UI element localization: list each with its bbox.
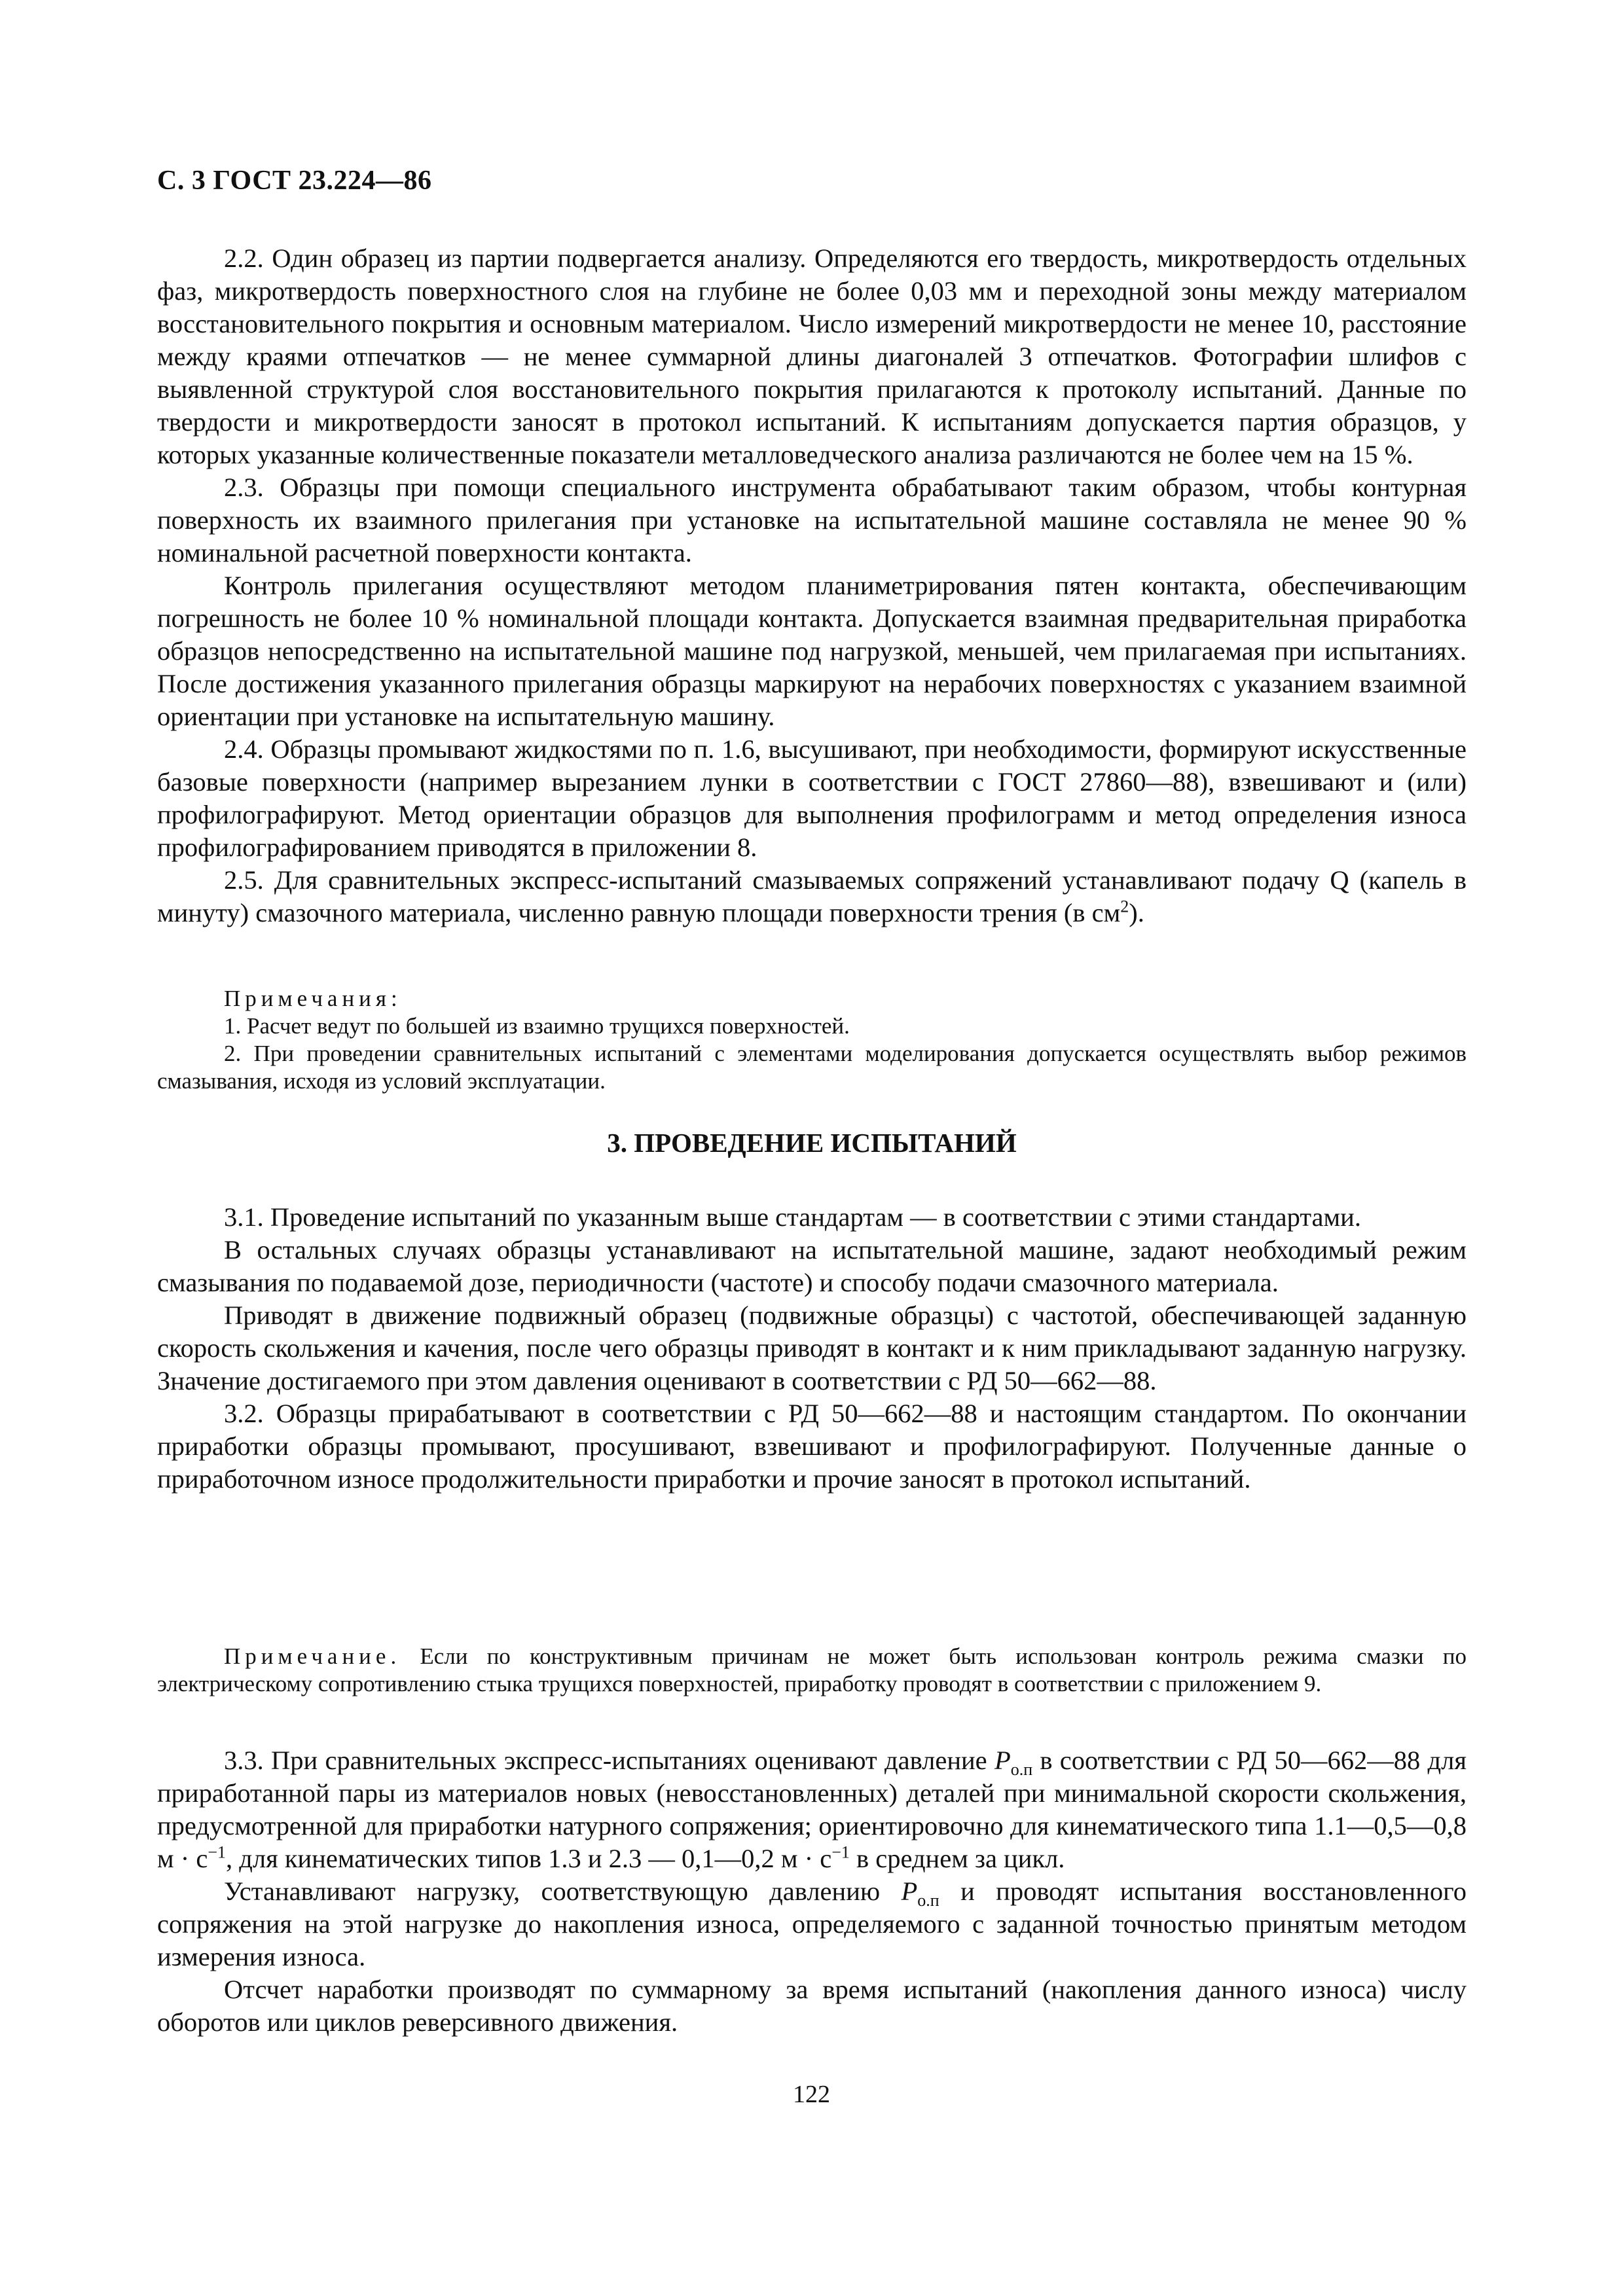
- pressure-symbol-2: P: [901, 1876, 918, 1906]
- text-3-3b-a: Устанавливают нагрузку, соответствующую давлению: [224, 1876, 902, 1906]
- paragraph-3-1-motion: Приводят в движение подвижный образец (подвижные образцы) с частотой, обеспечивающей заданную скорость скольжения и качения, после чего образцы приводят в контакт и к ним прикладывают заданную нагрузку. Значение достигаемого при этом давления оценивают в соответствии с РД 50—662—88.: [157, 1300, 1467, 1395]
- paragraph-2-5: [157, 864, 1467, 929]
- paragraph-2-3-control: Контроль прилегания осуществляют методом планиметрирования пятен контакта, обеспечивающим погрешность не более 10 % номинальной площади контакта. Допускается взаимная предварительная приработка образцов непосредственно на испытательной машине под нагрузкой, меньшей, чем прилагаемая при испытаниях. После достижения указанного прилегания образцы маркируют на нерабочих поверхностях с указанием взаимной ориентации при установке на испытательную машину.: [157, 571, 1467, 731]
- section-3-body: [157, 1201, 1467, 1496]
- page-number: 122: [793, 2081, 830, 2108]
- superscript-minus1-a: −1: [208, 1842, 227, 1862]
- paragraph-2-5-end: ).: [1129, 898, 1144, 927]
- pressure-subscript-2: о.п: [917, 1891, 939, 1910]
- paragraph-3-3-load: [157, 1875, 1467, 1973]
- paragraph-3-1-other: В остальных случаях образцы устанавливают на испытательной машине, задают необходимый режим смазывания по подаваемой дозе, периодичности (частоте) и способу подачи смазочного материала.: [157, 1235, 1467, 1297]
- pressure-subscript: о.п: [1010, 1760, 1033, 1780]
- paragraph-2-4: 2.4. Образцы промывают жидкостями по п. 1.6, высушивают, при необходимости, формируют искусственные базовые поверхности (например вырезанием лунки в соответствии с ГОСТ 27860—88), взвешивают и (или) профилографируют. Метод ориентации образцов для выполнения профилограмм и метод определения износа профилографированием приводятся в приложении 8.: [157, 734, 1467, 862]
- paragraph-3-2: 3.2. Образцы прирабатывают в соответствии с РД 50—662—88 и настоящим стандартом. По окончании приработки образцы промывают, просушивают, взвешивают и профилографируют. Полученные данные о приработочном износе продолжительности приработки и прочие заносят в протокол испытаний.: [157, 1399, 1467, 1494]
- text-3-3-a: 3.3. При сравнительных экспресс-испытаниях оценивают давление: [224, 1746, 994, 1775]
- section-2-notes: [157, 985, 1467, 1095]
- text-3-3-c: , для кинематических типов 1.3 и 2.3 — 0,1—0,2 м · с: [226, 1844, 832, 1873]
- section-3-title: 3. ПРОВЕДЕНИЕ ИСПЫТАНИЙ: [607, 1128, 1017, 1158]
- note-1: 1. Расчет ведут по большей из взаимно трущихся поверхностей.: [224, 1013, 850, 1039]
- paragraph-2-2: 2.2. Один образец из партии подвергается анализу. Определяются его твердость, микротвердость отдельных фаз, микротвердость поверхностного слоя на глубине не более 0,03 мм и переходной зоны между материалом восстановительного покрытия и основным материалом. Число измерений микротвердости не менее 10, расстояние между краями отпечатков — не менее суммарной длины диагоналей 3 отпечатков. Фотографии шлифов с выявленной структурой слоя восстановительного покрытия прилагаются к протоколу испытаний. Данные по твердости и микротвердости заносят в протокол испытаний. К испытаниям допускается партия образцов, у которых указанные количественные показатели металловедческого анализа различаются не более чем на 15 %.: [157, 243, 1467, 469]
- paragraph-3-1: 3.1. Проведение испытаний по указанным выше стандартам — в соответствии с этими стандартами.: [224, 1202, 1361, 1232]
- text-3-3b-b: и проводят испытания восстановленного сопряжения на этой нагрузке до накопления износа, определяемого с заданной точностью принятым методом измерения износа.: [157, 1876, 1467, 1971]
- paragraph-2-5-text: 2.5. Для сравнительных экспресс-испытаний смазываемых сопряжений устанавливают подачу Q (капель в минуту) смазочного материала, численно равную площади поверхности трения (в см: [157, 865, 1467, 927]
- section-2-body: [157, 242, 1467, 929]
- section-3-note: [157, 1643, 1467, 1698]
- pressure-symbol: P: [994, 1746, 1011, 1775]
- notes-label: Примечания:: [224, 986, 402, 1011]
- superscript-2: 2: [1120, 897, 1129, 916]
- note-label: Примечание.: [224, 1643, 401, 1669]
- paragraph-2-3: 2.3. Образцы при помощи специального инструмента обрабатывают таким образом, чтобы контурная поверхность их взаимного прилегания при установке на испытательной машине составляла не менее 90 % номинальной расчетной поверхности контакта.: [157, 473, 1467, 567]
- note-text: Если по конструктивным причинам не может быть использован контроль режима смазки по электрическому сопротивлению стыка трущихся поверхностей, приработку проводят в соответствии с приложением 9.: [157, 1643, 1467, 1696]
- section-3-body-continued: [157, 1744, 1467, 2039]
- note-2: 2. При проведении сравнительных испытаний с элементами моделирования допускается осуществлять выбор режимов смазывания, исходя из условий эксплуатации.: [157, 1041, 1467, 1094]
- paragraph-3-3: [157, 1744, 1467, 1875]
- superscript-minus1-b: −1: [831, 1842, 850, 1862]
- text-3-3-b: в соответствии с РД 50—662—88 для приработанной пары из материалов новых (невосстановленных) деталей при минимальной скорости скольжения, предусмотренной для приработки натурного сопряжения; ориентировочно для кинематического типа 1.1—0,5—0,8 м · с: [157, 1746, 1467, 1873]
- paragraph-3-3-count: Отсчет наработки производят по суммарному за время испытаний (накопления данного износа) числу оборотов или циклов реверсивного движения.: [157, 1975, 1467, 2037]
- page-header: С. 3 ГОСТ 23.224—86: [157, 166, 432, 196]
- note-3-2: [157, 1643, 1467, 1698]
- text-3-3-d: в среднем за цикл.: [849, 1844, 1065, 1873]
